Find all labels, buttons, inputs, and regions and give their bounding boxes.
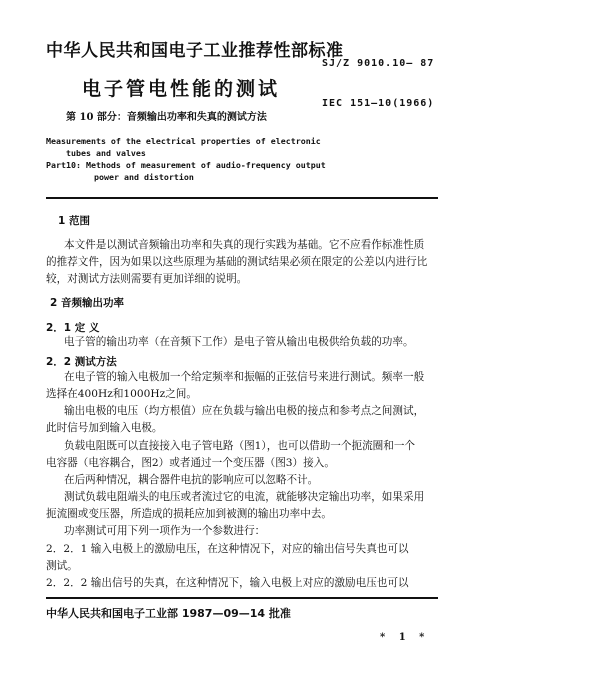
paragraph-line: 选择在400Hz和1000Hz之间。	[46, 388, 197, 400]
paragraph-line: 2．2．2 输出信号的失真，在这种情况下，输入电极上对应的激励电压也可以	[46, 577, 409, 589]
iec-reference: IEC 151—10(1966)	[322, 98, 435, 109]
paragraph-line: 此时信号加到输入电极。	[46, 422, 163, 434]
paragraph-line: 在电子管的输入电极加一个给定频率和振幅的正弦信号来进行测试。频率一般	[64, 371, 425, 383]
approval-line: 中华人民共和国电子工业部 1987—09—14 批准	[46, 607, 291, 620]
paragraph-line: 电子管的输出功率（在音频下工作）是电子管从输出电极供给负载的功率。	[64, 336, 414, 348]
issuer-heading: 中华人民共和国电子工业推荐性部标准	[46, 41, 344, 61]
paragraph-line: 测试负载电阻端头的电压或者流过它的电流，就能够决定输出功率，如果采用	[64, 491, 425, 503]
paragraph-line: 扼流圈或变压器，所造成的损耗应加到被测的输出功率中去。	[46, 508, 333, 520]
paragraph-line: 输出电极的电压（均方根值）应在负载与输出电极的接点和参考点之间测试，	[64, 405, 425, 417]
paragraph-line: 较，对测试方法则需要有更加详细的说明。	[46, 273, 248, 285]
document-title: 电子管电性能的测试	[82, 78, 281, 100]
header-divider	[46, 197, 438, 199]
paragraph-line: 负载电阻既可以直接接入电子管电路（图1），也可以借助一个扼流圈和一个	[64, 440, 416, 452]
paragraph-line: 2．2．1 输入电极上的激励电压，在这种情况下，对应的输出信号失真也可以	[46, 543, 409, 555]
section-2-heading: 2 音频输出功率	[50, 297, 124, 309]
paragraph-line: 功率测试可用下列一项作为一个参数进行：	[64, 525, 266, 537]
english-title-line: power and distortion	[94, 172, 194, 182]
paragraph-line: 在后两种情况，耦合器件电抗的影响应可以忽略不计。	[64, 474, 319, 486]
section-1-heading: 1 范围	[58, 215, 90, 227]
standard-code: SJ/Z 9010.10— 87	[322, 58, 435, 69]
english-title-line: Measurements of the electrical properties of electronic	[46, 136, 321, 146]
section-2-1-heading: 2．1 定 义	[46, 322, 100, 334]
english-title-line: Part10: Methods of measurement of audio-frequency output	[46, 160, 326, 170]
footer-divider	[46, 597, 438, 599]
part-title: 第 10 部分：音频输出功率和失真的测试方法	[66, 112, 267, 123]
paragraph-line: 电容器（电容耦合，图2）或者通过一个变压器（图3）接入。	[46, 457, 335, 469]
page-number: * 1 *	[380, 632, 425, 643]
paragraph-line: 测试。	[46, 560, 78, 572]
section-2-2-heading: 2．2 测试方法	[46, 356, 117, 368]
paragraph-line: 本文件是以测试音频输出功率和失真的现行实践为基础。它不应看作标准性质	[64, 239, 425, 251]
english-title-line: tubes and valves	[66, 148, 146, 158]
paragraph-line: 的推荐文件，因为如果以这些原理为基础的测试结果必须在限定的公差以内进行比	[46, 256, 428, 268]
